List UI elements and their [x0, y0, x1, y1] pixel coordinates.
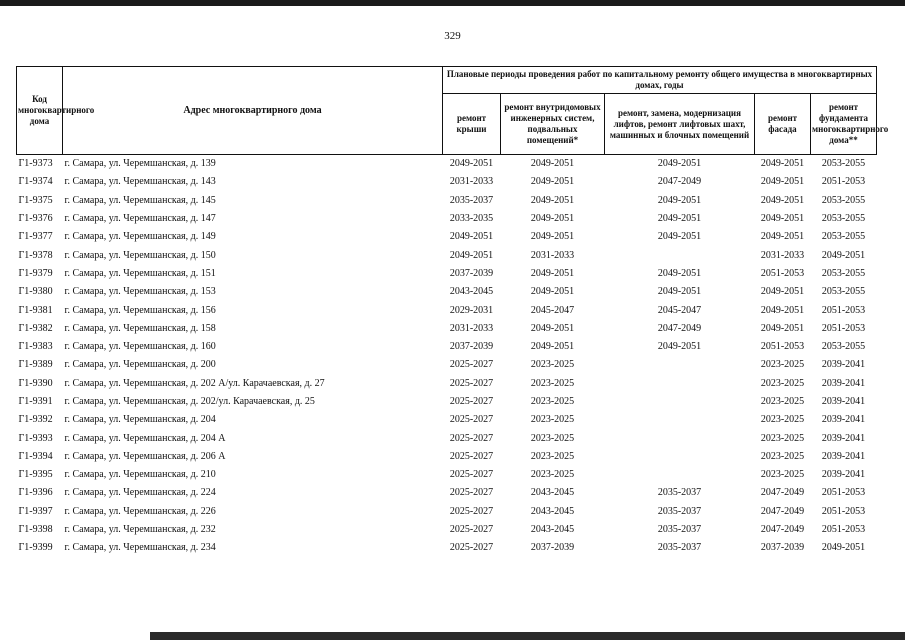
- cell-roof: 2035-2037: [449, 194, 494, 206]
- cell-facade: 2049-2051: [760, 304, 805, 316]
- cell-facade: 2047-2049: [760, 487, 805, 499]
- cell-roof: 2025-2027: [449, 450, 494, 462]
- cell-foundation: 2053-2055: [821, 158, 866, 170]
- cell-foundation: 2051-2053: [821, 524, 866, 536]
- table-row: [17, 338, 877, 356]
- cell-address: г. Самара, ул. Черемшанская, д. 139: [64, 158, 216, 170]
- cell-lifts: 2035-2037: [657, 505, 702, 517]
- table-row: [17, 301, 877, 319]
- cell-code: Г1-9394: [18, 450, 53, 462]
- table-row: [17, 210, 877, 228]
- cell-roof: 2049-2051: [449, 158, 494, 170]
- cell-roof: 2025-2027: [449, 432, 494, 444]
- cell-lifts: 2035-2037: [657, 524, 702, 536]
- cell-facade: 2049-2051: [760, 286, 805, 298]
- header-facade: ремонт фасада: [755, 94, 811, 155]
- cell-facade: 2037-2039: [760, 542, 805, 554]
- table-row: [17, 521, 877, 539]
- cell-foundation: 2039-2041: [821, 469, 866, 481]
- cell-address: г. Самара, ул. Черемшанская, д. 156: [64, 304, 216, 316]
- cell-roof: 2033-2035: [449, 213, 494, 225]
- cell-lifts: [605, 356, 755, 374]
- cell-address: г. Самара, ул. Черемшанская, д. 145: [64, 194, 216, 206]
- cell-lifts: 2035-2037: [657, 487, 702, 499]
- cell-lifts: 2047-2049: [657, 322, 702, 334]
- table-row: [17, 448, 877, 466]
- cell-engineering: 2049-2051: [530, 267, 575, 279]
- cell-foundation: 2053-2055: [821, 267, 866, 279]
- cell-foundation: 2051-2053: [821, 505, 866, 517]
- cell-foundation: 2053-2055: [821, 194, 866, 206]
- cell-engineering: 2049-2051: [530, 322, 575, 334]
- cell-code: Г1-9392: [18, 414, 53, 426]
- cell-code: Г1-9380: [18, 286, 53, 298]
- table-row: [17, 393, 877, 411]
- cell-foundation: 2039-2041: [821, 432, 866, 444]
- cell-foundation: 2053-2055: [821, 231, 866, 243]
- cell-engineering: 2043-2045: [530, 487, 575, 499]
- cell-facade: 2049-2051: [760, 322, 805, 334]
- bottom-scan-border: [150, 632, 905, 640]
- cell-roof: 2025-2027: [449, 377, 494, 389]
- cell-engineering: 2049-2051: [530, 286, 575, 298]
- cell-lifts: 2035-2037: [657, 542, 702, 554]
- cell-lifts: [605, 411, 755, 429]
- cell-foundation: 2049-2051: [821, 542, 866, 554]
- cell-address: г. Самара, ул. Черемшанская, д. 206 А: [64, 450, 226, 462]
- cell-foundation: 2053-2055: [821, 213, 866, 225]
- cell-code: Г1-9397: [18, 505, 53, 517]
- cell-facade: 2049-2051: [760, 194, 805, 206]
- cell-roof: 2043-2045: [449, 286, 494, 298]
- table-row: [17, 356, 877, 374]
- table-row: [17, 320, 877, 338]
- cell-lifts: [605, 246, 755, 264]
- cell-lifts: 2049-2051: [657, 267, 702, 279]
- cell-address: г. Самара, ул. Черемшанская, д. 153: [64, 286, 216, 298]
- cell-engineering: 2023-2025: [530, 432, 575, 444]
- cell-engineering: 2043-2045: [530, 505, 575, 517]
- table-row: [17, 375, 877, 393]
- cell-address: г. Самара, ул. Черемшанская, д. 204 А: [64, 432, 226, 444]
- cell-foundation: 2039-2041: [821, 450, 866, 462]
- cell-address: г. Самара, ул. Черемшанская, д. 150: [64, 249, 216, 261]
- cell-facade: 2023-2025: [760, 359, 805, 371]
- cell-foundation: 2051-2053: [821, 176, 866, 188]
- table-body: [17, 155, 877, 558]
- cell-code: Г1-9376: [18, 213, 53, 225]
- cell-engineering: 2023-2025: [530, 359, 575, 371]
- cell-code: Г1-9374: [18, 176, 53, 188]
- top-scan-border: [0, 0, 905, 6]
- cell-lifts: 2049-2051: [657, 341, 702, 353]
- cell-roof: 2025-2027: [449, 359, 494, 371]
- cell-lifts: [605, 429, 755, 447]
- table-row: [17, 265, 877, 283]
- cell-code: Г1-9390: [18, 377, 53, 389]
- cell-code: Г1-9395: [18, 469, 53, 481]
- cell-code: Г1-9373: [18, 158, 53, 170]
- table-row: [17, 429, 877, 447]
- cell-facade: 2051-2053: [760, 341, 805, 353]
- cell-lifts: 2049-2051: [657, 231, 702, 243]
- cell-foundation: 2039-2041: [821, 377, 866, 389]
- cell-address: г. Самара, ул. Черемшанская, д. 232: [64, 524, 216, 536]
- cell-lifts: 2045-2047: [657, 304, 702, 316]
- cell-roof: 2025-2027: [449, 469, 494, 481]
- cell-roof: 2025-2027: [449, 524, 494, 536]
- cell-address: г. Самара, ул. Черемшанская, д. 151: [64, 267, 216, 279]
- cell-code: Г1-9398: [18, 524, 53, 536]
- cell-facade: 2047-2049: [760, 524, 805, 536]
- cell-engineering: 2023-2025: [530, 469, 575, 481]
- cell-lifts: 2047-2049: [657, 176, 702, 188]
- cell-code: Г1-9396: [18, 487, 53, 499]
- cell-foundation: 2051-2053: [821, 304, 866, 316]
- cell-roof: 2049-2051: [449, 249, 494, 261]
- cell-engineering: 2043-2045: [530, 524, 575, 536]
- cell-roof: 2025-2027: [449, 396, 494, 407]
- table-header: [17, 67, 889, 155]
- cell-facade: 2023-2025: [760, 377, 805, 389]
- cell-roof: 2031-2033: [449, 322, 494, 334]
- header-address: Адрес многоквартирного дома: [63, 67, 443, 155]
- header-foundation: ремонт фундамента многоквартирного дома**: [811, 94, 877, 155]
- cell-address: г. Самара, ул. Черемшанская, д. 160: [64, 341, 216, 353]
- cell-lifts: 2049-2051: [657, 213, 702, 225]
- cell-code: Г1-9382: [18, 322, 53, 334]
- cell-code: Г1-9393: [18, 432, 53, 444]
- cell-lifts: [605, 466, 755, 484]
- cell-foundation: 2053-2055: [821, 341, 866, 353]
- cell-code: Г1-9381: [18, 304, 53, 316]
- cell-engineering: 2045-2047: [530, 304, 575, 316]
- cell-address: г. Самара, ул. Черемшанская, д. 147: [64, 213, 216, 225]
- cell-code: Г1-9389: [18, 359, 53, 371]
- page-number: 329: [444, 30, 461, 42]
- table-row: [17, 466, 877, 484]
- cell-roof: 2029-2031: [449, 304, 494, 316]
- table-row: [17, 411, 877, 429]
- cell-engineering: 2049-2051: [530, 341, 575, 353]
- cell-foundation: 2039-2041: [821, 359, 866, 371]
- cell-lifts: [605, 375, 755, 393]
- cell-engineering: 2023-2025: [530, 414, 575, 426]
- header-roof: ремонт крыши: [443, 94, 501, 155]
- cell-address: г. Самара, ул. Черемшанская, д. 158: [64, 322, 216, 334]
- cell-foundation: 2051-2053: [821, 487, 866, 499]
- cell-facade: 2049-2051: [760, 213, 805, 225]
- cell-facade: 2049-2051: [760, 231, 805, 243]
- cell-roof: 2031-2033: [449, 176, 494, 188]
- cell-facade: 2023-2025: [760, 414, 805, 426]
- table-row: [17, 484, 877, 502]
- cell-roof: 2025-2027: [449, 414, 494, 426]
- cell-facade: 2023-2025: [760, 450, 805, 462]
- cell-engineering: 2049-2051: [530, 213, 575, 225]
- cell-engineering: 2049-2051: [530, 231, 575, 243]
- cell-code: Г1-9383: [18, 341, 53, 353]
- cell-code: Г1-9379: [18, 267, 53, 279]
- cell-address: г. Самара, ул. Черемшанская, д. 224: [64, 487, 216, 499]
- cell-foundation: 2051-2053: [821, 322, 866, 334]
- table-row: [17, 246, 877, 264]
- cell-lifts: 2049-2051: [657, 286, 702, 298]
- cell-lifts: 2049-2051: [657, 158, 702, 170]
- table-row: [17, 283, 877, 301]
- cell-engineering: 2023-2025: [530, 450, 575, 462]
- cell-address: г. Самара, ул. Черемшанская, д. 202 А/ул. Карачаевская, д. 27: [64, 377, 325, 389]
- cell-address: г. Самара, ул. Черемшанская, д. 204: [64, 414, 216, 426]
- table-row: [17, 503, 877, 521]
- cell-roof: 2037-2039: [449, 341, 494, 353]
- cell-roof: 2025-2027: [449, 505, 494, 517]
- cell-address: г. Самара, ул. Черемшанская, д. 234: [64, 542, 216, 554]
- cell-facade: 2031-2033: [760, 249, 805, 261]
- cell-address: г. Самара, ул. Черемшанская, д. 143: [64, 176, 216, 188]
- cell-engineering: 2031-2033: [530, 249, 575, 261]
- cell-facade: 2049-2051: [760, 158, 805, 170]
- header-code: Код многоквартирного дома: [17, 67, 63, 155]
- cell-lifts: [605, 448, 755, 466]
- capital-repair-table: [16, 66, 889, 558]
- table-row: [17, 192, 877, 210]
- cell-address: г. Самара, ул. Черемшанская, д. 210: [64, 469, 216, 481]
- cell-facade: 2023-2025: [760, 469, 805, 481]
- cell-code: Г1-9399: [18, 542, 53, 554]
- cell-facade: 2047-2049: [760, 505, 805, 517]
- cell-facade: 2051-2053: [760, 267, 805, 279]
- header-lifts: ремонт, замена, модернизация лифтов, ремонт лифтовых шахт, машинных и блочных помещений: [605, 94, 755, 155]
- table-row: [17, 155, 877, 174]
- cell-code: Г1-9377: [18, 231, 53, 243]
- cell-code: Г1-9378: [18, 249, 53, 261]
- cell-engineering: 2049-2051: [530, 176, 575, 188]
- table-row: [17, 539, 877, 557]
- cell-engineering: 2037-2039: [530, 542, 575, 554]
- cell-lifts: [605, 393, 755, 411]
- cell-engineering: 2049-2051: [530, 158, 575, 170]
- cell-lifts: 2049-2051: [657, 194, 702, 206]
- table-row: [17, 228, 877, 246]
- cell-facade: 2023-2025: [760, 432, 805, 444]
- cell-address: г. Самара, ул. Черемшанская, д. 149: [64, 231, 216, 243]
- cell-foundation: 2049-2051: [821, 249, 866, 261]
- cell-roof: 2049-2051: [449, 231, 494, 243]
- cell-foundation: 2053-2055: [821, 286, 866, 298]
- cell-address: г. Самара, ул. Черемшанская, д. 226: [64, 505, 216, 517]
- cell-facade: 2023-2025: [760, 396, 805, 407]
- table-row: [17, 173, 877, 191]
- cell-roof: 2037-2039: [449, 267, 494, 279]
- cell-roof: 2025-2027: [449, 542, 494, 554]
- cell-engineering: 2023-2025: [530, 377, 575, 389]
- cell-facade: 2049-2051: [760, 176, 805, 188]
- cell-engineering: 2023-2025: [530, 396, 575, 407]
- header-periods: Плановые периоды проведения работ по капитальному ремонту общего имущества в многоквартирных домах, годы: [443, 67, 877, 94]
- cell-address: г. Самара, ул. Черемшанская, д. 200: [64, 359, 216, 371]
- header-engineering: ремонт внутридомовых инженерных систем, подвальных помещений*: [501, 94, 605, 155]
- cell-engineering: 2049-2051: [530, 194, 575, 206]
- cell-foundation: 2039-2041: [821, 414, 866, 426]
- cell-address: г. Самара, ул. Черемшанская, д. 202/ул. Карачаевская, д. 25: [64, 396, 315, 407]
- cell-foundation: 2039-2041: [821, 396, 866, 407]
- cell-code: Г1-9375: [18, 194, 53, 206]
- cell-code: Г1-9391: [18, 396, 53, 407]
- cell-roof: 2025-2027: [449, 487, 494, 499]
